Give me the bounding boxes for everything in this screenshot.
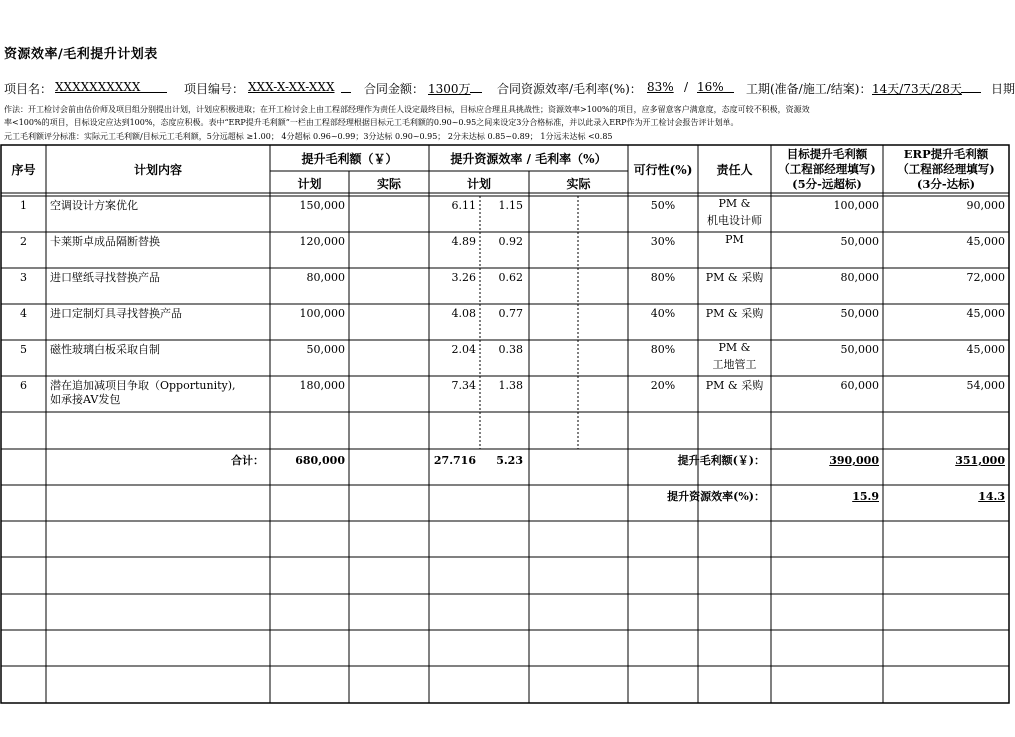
- total-label: 合计：: [231, 454, 264, 467]
- row-2-feas: 30%: [650, 235, 676, 248]
- row-4-no: 4: [20, 307, 27, 320]
- date-label: 日期: [991, 82, 1015, 96]
- row-5-target: 50,000: [840, 343, 879, 356]
- row-3-target: 80,000: [840, 271, 879, 284]
- page-title: 资源效率/毛利提升计划表: [4, 47, 158, 62]
- total-plan: 680,000: [295, 454, 345, 467]
- header-eff-actual: 实际: [566, 177, 591, 191]
- row-6-erp: 54,000: [966, 379, 1005, 392]
- note-line-1: 作法：开工检讨会前由估价师及项目组分别提出计划，计划应积极进取；在开工检讨会上由工程部经理作为责任人设定最终目标，目标应合理且具挑战性；资源效率>100%的项目，应多留意客户满意度，态度可较不积极，资源效: [4, 105, 810, 114]
- total-target: 390,000: [829, 454, 879, 467]
- row-3-no: 3: [20, 271, 27, 284]
- row-6-target: 60,000: [840, 379, 879, 392]
- header-seq: 序号: [11, 163, 36, 177]
- row-2-no: 2: [20, 235, 27, 248]
- row-2-l1: 卡莱斯卓成品隔断替换: [50, 235, 160, 248]
- row-6-eff1: 7.34: [451, 379, 476, 392]
- row-2-o1: PM: [725, 233, 744, 246]
- row-1-l1: 空调设计方案优化: [50, 199, 138, 212]
- header-erp-line1: ERP提升毛利额: [903, 147, 989, 161]
- row-6-l1: 潜在追加减项目争取（Opportunity),: [50, 379, 236, 392]
- contract-ratio-value1: 83%: [647, 80, 674, 94]
- row-2-target: 50,000: [840, 235, 879, 248]
- project-name-label: 项目名：: [4, 82, 53, 96]
- header-target-line3: (5分-远超标): [792, 177, 862, 191]
- row-1-no: 1: [20, 199, 27, 212]
- row-5-plan: 50,000: [306, 343, 345, 356]
- row-3-eff2: 0.62: [498, 271, 523, 284]
- row-2-eff1: 4.89: [451, 235, 476, 248]
- duration-underline: [961, 80, 981, 93]
- project-no-value: XXX-X-XX-XXX: [248, 80, 335, 94]
- header-owner: 责任人: [716, 163, 753, 177]
- project-name-value: XXXXXXXXXX: [55, 80, 141, 94]
- row-1-erp: 90,000: [966, 199, 1005, 212]
- row-1-target: 100,000: [833, 199, 879, 212]
- contract-ratio-sep: /: [684, 80, 689, 94]
- header-eff-plan: 计划: [466, 177, 491, 191]
- contract-ratio-value2: 16%: [697, 80, 724, 94]
- row-4-eff2: 0.77: [498, 307, 523, 320]
- row-6-feas: 20%: [650, 379, 676, 392]
- row-5-eff1: 2.04: [451, 343, 476, 356]
- total-target-eff: 15.9: [852, 490, 879, 503]
- row-1-feas: 50%: [650, 199, 676, 212]
- duration-label: 工期(准备/施工/结案)：: [746, 82, 872, 96]
- row-3-erp: 72,000: [966, 271, 1005, 284]
- header-gross-actual: 实际: [376, 177, 401, 191]
- row-6-no: 6: [20, 379, 27, 392]
- header-eff: 提升资源效率 / 毛利率（%）: [450, 152, 607, 166]
- total-eff-plan2: 5.23: [496, 454, 523, 467]
- row-4-o1: PM & 采购: [705, 307, 764, 320]
- row-3-l1: 进口壁纸寻找替换产品: [50, 271, 160, 284]
- header-plan-content: 计划内容: [133, 163, 182, 177]
- contract-amount-label: 合同金额：: [364, 82, 425, 96]
- row-2-eff2: 0.92: [498, 235, 523, 248]
- row-4-erp: 45,000: [966, 307, 1005, 320]
- header-erp-line3: (3分-达标): [916, 177, 976, 191]
- row-1-eff2: 1.15: [498, 199, 523, 212]
- row-6-l2: 如承接AV发包: [50, 393, 121, 406]
- row-6-plan: 180,000: [299, 379, 345, 392]
- project-no-label: 项目编号：: [184, 82, 245, 96]
- row-4-l1: 进口定制灯具寻找替换产品: [50, 307, 182, 320]
- note-line-2: 率<100%的项目，目标设定应达到100%，态度应积极。表中“ERP提升毛利额”一栏由工程部经理根据目标元工毛利额的0.90~0.95之间来设定3分合格标准，并以此录入ERP作为开工检讨会报告评计划单。: [4, 118, 739, 127]
- header-feasibility: 可行性(%): [633, 163, 693, 177]
- header-target-line1: 目标提升毛利额: [786, 147, 868, 161]
- row-5-no: 5: [20, 343, 27, 356]
- row-6-eff2: 1.38: [498, 379, 523, 392]
- duration-value: 14天/73天/28天: [872, 82, 962, 96]
- row-4-feas: 40%: [650, 307, 676, 320]
- total-eff-label: 提升资源效率(%)：: [667, 490, 765, 503]
- total-gross-label: 提升毛利额(￥)：: [677, 454, 765, 467]
- contract-ratio-label: 合同资源效率/毛利率(%)：: [497, 82, 642, 96]
- contract-ratio-underline: [722, 80, 734, 93]
- row-5-erp: 45,000: [966, 343, 1005, 356]
- row-5-eff2: 0.38: [498, 343, 523, 356]
- row-4-plan: 100,000: [299, 307, 345, 320]
- header-erp-line2: （工程部经理填写): [897, 162, 995, 176]
- row-3-plan: 80,000: [306, 271, 345, 284]
- row-6-o1: PM & 采购: [705, 379, 764, 392]
- row-5-l1: 磁性玻璃白板采取自制: [50, 343, 160, 356]
- row-5-feas: 80%: [650, 343, 676, 356]
- header-target-line2: （工程部经理填写): [778, 162, 876, 176]
- header-gross: 提升毛利额（￥）: [301, 152, 398, 166]
- total-erp-eff: 14.3: [978, 490, 1005, 503]
- contract-amount-value: 1300万: [428, 82, 471, 96]
- contract-amount-underline: [470, 80, 482, 93]
- row-5-o1: PM &: [718, 341, 751, 354]
- row-1-eff1: 6.11: [451, 199, 476, 212]
- row-3-eff1: 3.26: [451, 271, 476, 284]
- row-3-feas: 80%: [650, 271, 676, 284]
- note-line-3: 元工毛利额评分标准：实际元工毛利额/目标元工毛利额，5分远超标 ≥1.00； 4分超标 0.96~0.99；3分达标 0.90~0.95； 2分未达标 0.85~0.89； 1分远未达标 <0.85: [4, 132, 613, 141]
- project-info-row: [4, 80, 1015, 96]
- project-name-underline: [139, 80, 167, 93]
- row-4-target: 50,000: [840, 307, 879, 320]
- total-erp: 351,000: [955, 454, 1005, 467]
- header-gross-plan: 计划: [297, 177, 322, 191]
- row-4-eff1: 4.08: [451, 307, 476, 320]
- row-1-plan: 150,000: [299, 199, 345, 212]
- row-1-o2: 机电设计师: [707, 214, 762, 227]
- total-eff-plan: 27.716: [433, 454, 476, 467]
- project-no-underline: [341, 80, 351, 93]
- row-3-o1: PM & 采购: [705, 271, 764, 284]
- row-5-o2: 工地管工: [712, 358, 757, 371]
- row-2-erp: 45,000: [966, 235, 1005, 248]
- row-2-plan: 120,000: [299, 235, 345, 248]
- row-1-o1: PM &: [718, 197, 751, 210]
